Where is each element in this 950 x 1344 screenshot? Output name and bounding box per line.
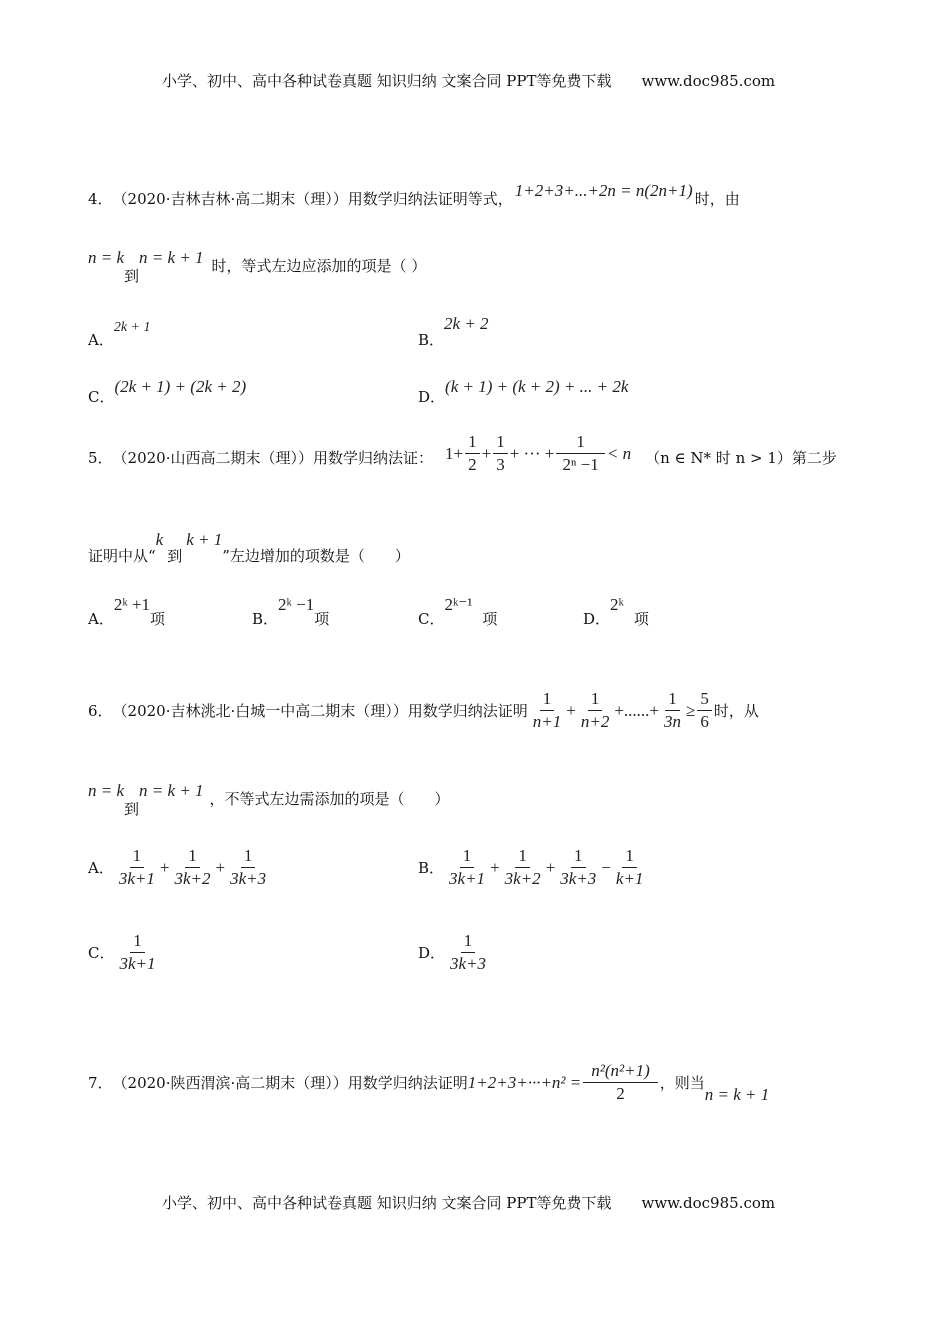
formula: 1+2+3+...+2n = n(2n+1): [514, 180, 693, 200]
q-text: 到: [167, 547, 183, 565]
option-a[interactable]: [88, 594, 166, 628]
numerator: 1: [460, 845, 475, 868]
option-label: B．: [252, 610, 279, 628]
q-text: 用数学归纳法证明: [347, 1074, 468, 1092]
f: ≥: [686, 700, 696, 720]
denominator: k+1: [615, 869, 644, 888]
fraction: [613, 845, 647, 890]
f: +: [566, 700, 576, 720]
option-d[interactable]: [418, 376, 629, 406]
denominator: 3n: [664, 712, 682, 731]
numerator: 1: [571, 845, 586, 868]
option-label: B．: [418, 859, 445, 877]
option-label: D．: [583, 610, 611, 628]
formula: n = k + 1: [704, 1084, 770, 1104]
numerator: 1: [622, 845, 637, 868]
numerator: 1: [588, 688, 603, 711]
f: +: [490, 857, 500, 877]
question-5-line2: [88, 529, 410, 565]
option-value: [444, 845, 648, 890]
fraction: [557, 845, 599, 890]
question-7-line1: [88, 1060, 769, 1105]
fraction: [502, 845, 544, 890]
q-number: 4．: [88, 190, 113, 208]
option-b[interactable]: [252, 594, 330, 628]
denominator: 3k+3: [560, 869, 597, 888]
q-text: 时，由: [694, 190, 740, 208]
f: + ··· +: [509, 443, 555, 463]
option-value: 2ᵏ: [610, 595, 624, 614]
q-number: 5．: [88, 449, 113, 467]
q-source: （2020·吉林吉林·高二期末（理））: [112, 190, 348, 208]
option-b[interactable]: [418, 313, 489, 349]
option-unit: 项: [150, 610, 166, 628]
f: +: [159, 857, 170, 877]
q-source: （2020·吉林洮北·白城一中高二期末（理））: [112, 702, 408, 720]
denominator: 3: [496, 455, 505, 474]
numerator: 1: [556, 431, 605, 454]
option-unit: 项: [633, 610, 649, 628]
numerator: 1: [540, 688, 555, 711]
formula: k: [155, 529, 164, 549]
fraction: [171, 845, 213, 890]
denominator: 3k+1: [449, 869, 486, 888]
numerator: 1: [493, 431, 508, 454]
q-text: 时，从: [713, 702, 759, 720]
numerator: 1: [465, 431, 480, 454]
question-4-line2: [88, 247, 427, 285]
option-c[interactable]: [88, 930, 161, 975]
f: 1+: [445, 443, 464, 463]
option-label: C．: [88, 944, 115, 962]
option-b[interactable]: [418, 845, 648, 890]
denominator: 3k+3: [450, 954, 487, 973]
question-4-line1: [88, 180, 740, 209]
denominator: 3k+2: [504, 869, 541, 888]
numerator: 1: [130, 930, 145, 953]
q-text: 到: [124, 267, 140, 285]
option-value: 2ᵏ −1: [278, 595, 315, 614]
footer: [162, 1192, 775, 1213]
option-label: C．: [418, 610, 445, 628]
denominator: 3k+1: [118, 869, 155, 888]
option-value: 2ᵏ⁻¹: [444, 595, 473, 614]
fraction: [493, 431, 508, 476]
option-d[interactable]: [418, 930, 491, 975]
numerator: 1: [515, 845, 530, 868]
q-text: 用数学归纳法证明: [407, 702, 528, 720]
fraction: [465, 431, 480, 476]
denominator: 3k+2: [174, 869, 211, 888]
formula: n = k: [88, 780, 125, 800]
fraction: [116, 845, 158, 890]
fraction: [447, 930, 489, 975]
option-unit: 项: [482, 610, 498, 628]
option-label: C．: [88, 388, 115, 406]
formula: k + 1: [186, 529, 223, 549]
f: +: [545, 857, 556, 877]
f: +: [215, 857, 226, 877]
q-text: ”左边增加的项数是（ ）: [222, 547, 410, 565]
denominator: 2: [616, 1084, 625, 1103]
q-source: （2020·陕西渭滨·高二期末（理））: [112, 1074, 348, 1092]
f: −: [601, 857, 611, 877]
q-text: ，则当: [659, 1074, 705, 1092]
fraction: [446, 845, 488, 890]
q-text: 证明中从“: [88, 547, 156, 565]
formula: n = k + 1: [139, 247, 204, 267]
fraction: [578, 688, 612, 733]
header-url[interactable]: www.doc985.com: [641, 72, 776, 90]
denominator: 2ⁿ −1: [562, 455, 599, 474]
f: +......+: [614, 700, 660, 720]
header: [162, 70, 775, 91]
option-unit: 项: [314, 610, 330, 628]
question-6-line2: [88, 780, 450, 818]
q-number: 6．: [88, 702, 113, 720]
fraction: [530, 688, 564, 733]
fraction: [556, 431, 605, 476]
f: < n: [606, 443, 632, 463]
option-label: A．: [88, 859, 114, 877]
q-text: 到: [124, 800, 140, 818]
fraction: [583, 1060, 658, 1105]
option-a[interactable]: [88, 845, 271, 890]
option-a[interactable]: [88, 315, 151, 349]
option-label: D．: [418, 944, 446, 962]
q-text: 时，等式左边应添加的项是（ ）: [211, 257, 427, 275]
fraction: [661, 688, 684, 733]
formula: n = k: [88, 247, 125, 267]
numerator: 5: [697, 688, 712, 711]
option-value: 2k + 2: [444, 314, 489, 333]
formula: 1+ $\frac{1}{2}$ + $\frac{1}{3}$ + ··· + $\frac{1}{\text{2ⁿ −1}}$ < n: [445, 432, 632, 474]
formula: n = k + 1: [139, 780, 204, 800]
denominator: 2: [468, 455, 477, 474]
numerator: 1: [461, 930, 476, 953]
question-5-line1: [88, 432, 837, 480]
denominator: 6: [700, 712, 709, 731]
option-value: [114, 845, 271, 890]
denominator: n+1: [532, 712, 562, 731]
q-text: 用数学归纳法证：: [313, 449, 434, 467]
question-6-line1: [88, 688, 759, 733]
option-d[interactable]: [583, 594, 649, 628]
q-text: （n ∈ N* 时 n > 1）第二步: [645, 449, 837, 467]
q-text: 用数学归纳法证明等式，: [347, 190, 513, 208]
footer-url[interactable]: www.doc985.com: [641, 1194, 776, 1212]
numerator: 1: [665, 688, 680, 711]
denominator: n+2: [580, 712, 610, 731]
formula: 1+2+3+···+n² =: [467, 1072, 582, 1092]
option-c[interactable]: [418, 594, 498, 628]
option-c[interactable]: [88, 376, 247, 406]
numerator: 1: [185, 845, 200, 868]
option-value: 2ᵏ +1: [113, 595, 151, 614]
option-label: D．: [418, 388, 446, 406]
fraction: [697, 688, 712, 733]
option-label: A．: [88, 610, 114, 628]
formula: [528, 688, 714, 733]
fraction: [227, 845, 269, 890]
denominator: 3k+1: [119, 954, 156, 973]
numerator: 1: [130, 845, 145, 868]
header-text: 小学、初中、高中各种试卷真题 知识归纳 文案合同 PPT等免费下载: [162, 72, 612, 90]
footer-text: 小学、初中、高中各种试卷真题 知识归纳 文案合同 PPT等免费下载: [162, 1194, 612, 1212]
option-label: A．: [88, 331, 114, 349]
denominator: 3k+3: [230, 869, 267, 888]
q-number: 7．: [88, 1074, 113, 1092]
option-value: (k + 1) + (k + 2) + ... + 2k: [445, 377, 629, 396]
fraction: [116, 930, 158, 975]
numerator: n²(n²+1): [583, 1060, 658, 1083]
q-source: （2020·山西高二期末（理））: [112, 449, 313, 467]
q-text: ，不等式左边需添加的项是（ ）: [209, 790, 450, 808]
option-value: (2k + 1) + (2k + 2): [114, 377, 247, 396]
option-value: 2k + 1: [113, 320, 151, 335]
option-label: B．: [418, 331, 445, 349]
numerator: 1: [241, 845, 256, 868]
